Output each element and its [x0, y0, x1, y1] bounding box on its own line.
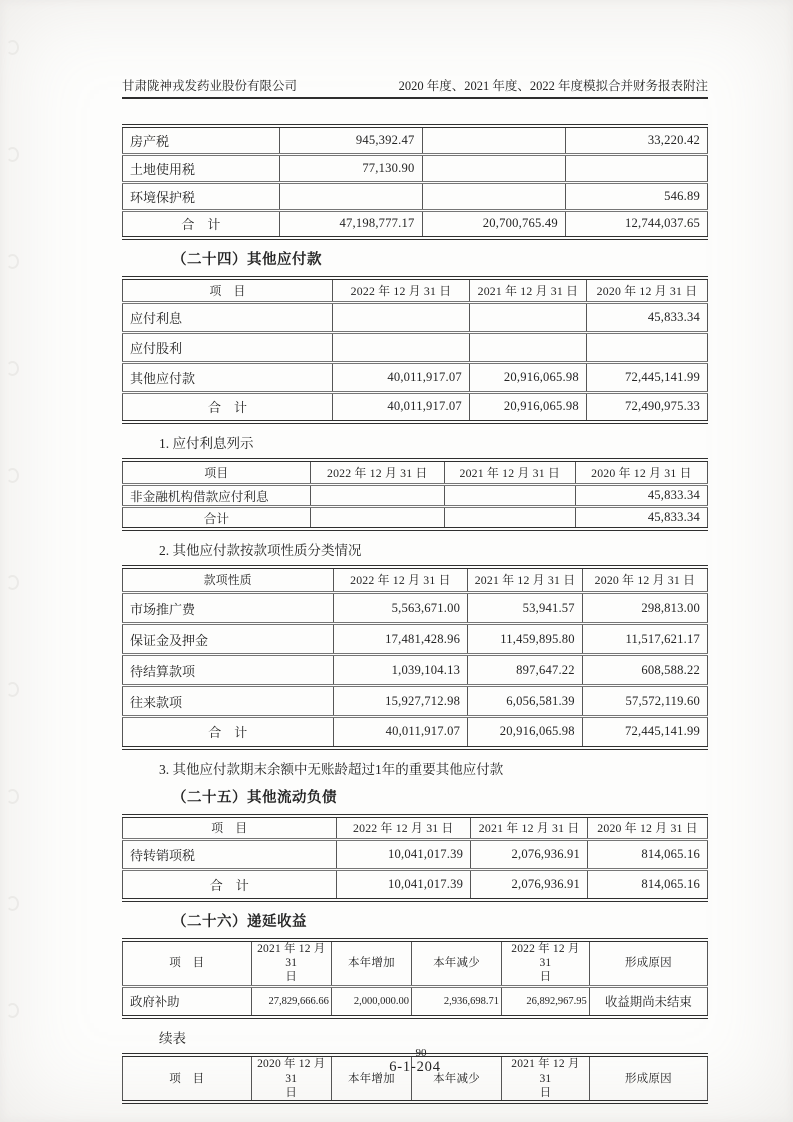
table-row	[123, 717, 708, 748]
table-cell	[422, 126, 565, 154]
table-cell: 20,916,065.98	[469, 392, 586, 422]
table-cell: 57,572,119.60	[582, 686, 707, 717]
table-cell: 546.89	[565, 182, 707, 210]
table-header-row	[123, 816, 708, 840]
table-cell: 20,916,065.98	[469, 362, 586, 392]
table-cell	[565, 154, 707, 182]
table-cell: 1,039,104.13	[333, 655, 468, 686]
table-cell: 合 计	[123, 870, 337, 900]
column-header: 2022 年 12 月 31 日	[502, 940, 590, 987]
table-cell: 814,065.16	[588, 840, 708, 870]
table-cell: 11,517,621.17	[582, 624, 707, 655]
table-cell: 市场推广费	[123, 593, 334, 624]
column-header: 2020 年 12 月 31 日	[575, 460, 707, 484]
table-cell: 2,000,000.00	[331, 986, 411, 1017]
table-row	[123, 686, 708, 717]
column-header: 项 目	[123, 816, 337, 840]
page-number: 6-1-204	[389, 1058, 441, 1075]
table-cell	[310, 484, 444, 506]
table-cell: 20,916,065.98	[468, 717, 583, 748]
table-row	[123, 392, 708, 422]
table-cell: 72,490,975.33	[586, 392, 707, 422]
column-header: 2020 年 12 月 31 日	[251, 1055, 331, 1102]
table-cell: 897,647.22	[468, 655, 583, 686]
table-cell	[469, 302, 586, 332]
column-header: 2021 年 12 月 31 日	[469, 278, 586, 302]
table-cell: 其他应付款	[123, 362, 333, 392]
column-header: 2022 年 12 月 31 日	[333, 567, 468, 593]
subsection-interest-payable: 1. 应付利息列示	[159, 436, 254, 451]
table-header-row	[123, 460, 708, 484]
table-cell	[444, 506, 575, 529]
table-row	[123, 840, 708, 870]
table-cell: 26,892,967.95	[502, 986, 590, 1017]
column-header: 2021 年 12 月 31 日	[251, 940, 331, 987]
continued-table-label: 续表	[159, 1031, 186, 1047]
table-cell: 608,588.22	[582, 655, 707, 686]
binder-hole-mark	[6, 1003, 19, 1018]
table-cell: 保证金及押金	[123, 624, 334, 655]
table-cell	[444, 484, 575, 506]
table-row	[123, 484, 708, 506]
column-header: 形成原因	[589, 1055, 707, 1102]
table-cell	[422, 182, 565, 210]
binder-hole-mark	[6, 147, 19, 162]
table-payables-by-nature	[122, 565, 708, 750]
table-cell	[422, 154, 565, 182]
table-taxes-payable-continuation	[122, 124, 708, 240]
table-cell: 往来款项	[123, 686, 334, 717]
report-title: 2020 年度、2021 年度、2022 年度模拟合并财务报表附注	[398, 79, 708, 93]
subsection-aging-note: 3. 其他应付款期末余额中无账龄超过1年的重要其他应付款	[159, 761, 504, 777]
table-row	[123, 506, 708, 529]
table-cell	[333, 302, 470, 332]
table-row	[123, 332, 708, 362]
table-cell: 应付利息	[123, 302, 333, 332]
table-other-payables	[122, 276, 708, 424]
column-header: 2021 年 12 月 31 日	[502, 1055, 590, 1102]
doc-header	[122, 0, 708, 99]
other-payables-by-nature-table	[122, 565, 708, 750]
page-footer	[122, 1048, 708, 1075]
table-cell: 20,700,765.49	[422, 210, 565, 238]
table-cell: 15,927,712.98	[333, 686, 468, 717]
table-cell	[333, 332, 470, 362]
table-cell: 47,198,777.17	[279, 210, 422, 238]
table-cell: 40,011,917.07	[333, 717, 468, 748]
binder-hole-mark	[6, 896, 19, 911]
column-header: 2022 年 12 月 31 日	[336, 816, 471, 840]
table-row	[123, 362, 708, 392]
binder-hole-mark	[6, 682, 19, 697]
page-number-small: 90	[415, 1047, 427, 1059]
binder-hole-mark	[6, 361, 19, 376]
table-cell: 政府补助	[123, 986, 252, 1017]
table-cell	[310, 506, 444, 529]
binder-hole-mark	[6, 468, 19, 483]
table-header-row	[123, 940, 708, 987]
section-heading-other-payables: （二十四）其他应付款	[172, 252, 322, 268]
column-header: 2021 年 12 月 31 日	[471, 816, 588, 840]
table-cell	[279, 182, 422, 210]
table-cell: 72,445,141.99	[586, 362, 707, 392]
column-header: 2021 年 12 月 31 日	[468, 567, 583, 593]
table-row	[123, 986, 708, 1017]
table-cell: 环境保护税	[123, 182, 280, 210]
table-cell: 45,833.34	[575, 506, 707, 529]
column-header: 2020 年 12 月 31 日	[582, 567, 707, 593]
column-header: 2020 年 12 月 31 日	[588, 816, 708, 840]
table-cell: 77,130.90	[279, 154, 422, 182]
table-row	[123, 655, 708, 686]
table-cell: 合计	[123, 506, 311, 529]
table-row	[123, 624, 708, 655]
table-deferred-income	[122, 938, 708, 1020]
table-header-row	[123, 567, 708, 593]
table-cell: 11,459,895.80	[468, 624, 583, 655]
table-cell: 5,563,671.00	[333, 593, 468, 624]
column-header: 2021 年 12 月 31 日	[444, 460, 575, 484]
table-cell: 合 计	[123, 717, 334, 748]
table-cell: 合 计	[123, 210, 280, 238]
table-row	[123, 870, 708, 900]
binder-hole-mark	[6, 789, 19, 804]
table-other-current-liabilities	[122, 814, 708, 902]
table-row	[123, 126, 708, 154]
table-header-row	[123, 278, 708, 302]
column-header: 本年减少	[411, 1055, 501, 1102]
column-header: 项目	[123, 460, 311, 484]
table-cell: 2,076,936.91	[471, 840, 588, 870]
page-content	[122, 0, 708, 1104]
column-header: 项 目	[123, 940, 252, 987]
table-cell: 40,011,917.07	[333, 392, 470, 422]
table-cell: 非金融机构借款应付利息	[123, 484, 311, 506]
column-header: 本年增加	[331, 1055, 411, 1102]
binder-hole-mark	[6, 40, 19, 55]
table-interest-payable-detail	[122, 458, 708, 531]
table-cell: 应付股利	[123, 332, 333, 362]
table-cell: 45,833.34	[575, 484, 707, 506]
column-header: 2020 年 12 月 31 日	[586, 278, 707, 302]
subsection-payables-by-nature: 2. 其他应付款按款项性质分类情况	[159, 542, 362, 558]
company-name: 甘肃陇神戎发药业股份有限公司	[122, 79, 298, 93]
column-header: 2022 年 12 月 31 日	[333, 278, 470, 302]
table-row	[123, 182, 708, 210]
table-cell: 33,220.42	[565, 126, 707, 154]
table-cell: 待结算款项	[123, 655, 334, 686]
table-cell: 27,829,666.66	[251, 986, 331, 1017]
table-row	[123, 593, 708, 624]
table-row	[123, 210, 708, 238]
other-payables-table	[122, 276, 708, 424]
table-cell: 合 计	[123, 392, 333, 422]
column-header: 本年增加	[331, 940, 411, 987]
table-cell: 45,833.34	[586, 302, 707, 332]
column-header: 本年减少	[411, 940, 501, 987]
table-cell: 房产税	[123, 126, 280, 154]
interest-payable-detail-table	[122, 458, 708, 531]
table-cell: 40,011,917.07	[333, 362, 470, 392]
table-cell	[586, 332, 707, 362]
table-cell: 17,481,428.96	[333, 624, 468, 655]
table-cell: 72,445,141.99	[582, 717, 707, 748]
table-cell: 12,744,037.65	[565, 210, 707, 238]
table-row	[123, 154, 708, 182]
section-heading-deferred-income: （二十六）递延收益	[172, 913, 307, 930]
table-cell: 814,065.16	[588, 870, 708, 900]
table-cell: 945,392.47	[279, 126, 422, 154]
column-header: 款项性质	[123, 567, 334, 593]
table-cell: 待转销项税	[123, 840, 337, 870]
taxes-payable-continuation-table	[122, 124, 708, 240]
other-current-liabilities-table	[122, 814, 708, 902]
table-cell: 53,941.57	[468, 593, 583, 624]
column-header: 项 目	[123, 278, 333, 302]
binder-hole-mark	[6, 254, 19, 269]
table-cell: 6,056,581.39	[468, 686, 583, 717]
table-cell: 收益期尚未结束	[589, 986, 707, 1017]
table-cell: 土地使用税	[123, 154, 280, 182]
binder-hole-mark	[6, 575, 19, 590]
table-cell: 10,041,017.39	[336, 870, 471, 900]
table-cell	[469, 332, 586, 362]
deferred-income-table	[122, 938, 708, 1020]
table-cell: 298,813.00	[582, 593, 707, 624]
table-cell: 2,936,698.71	[411, 986, 501, 1017]
table-cell: 10,041,017.39	[336, 840, 471, 870]
column-header: 形成原因	[589, 940, 707, 987]
table-row	[123, 302, 708, 332]
column-header: 2022 年 12 月 31 日	[310, 460, 444, 484]
section-heading-other-current-liabilities: （二十五）其他流动负债	[172, 789, 337, 806]
column-header: 项 目	[123, 1055, 252, 1102]
table-cell: 2,076,936.91	[471, 870, 588, 900]
